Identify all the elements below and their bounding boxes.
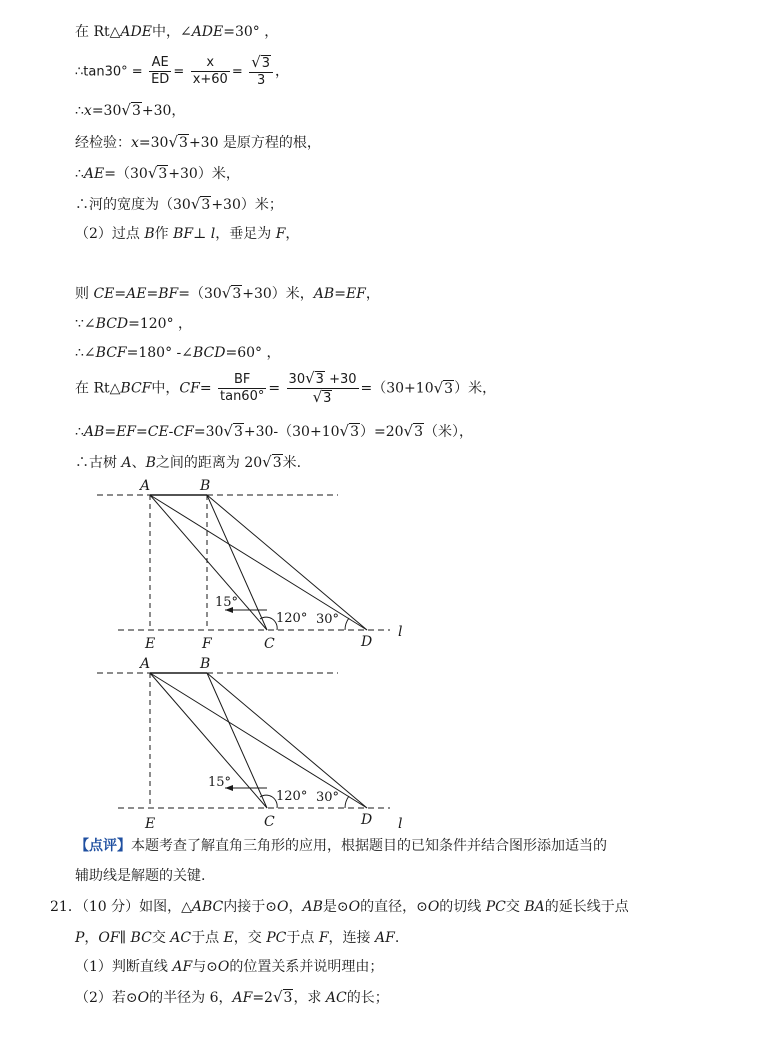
text: 经检验： [75, 135, 131, 151]
comment-text: 辅助线是解题的关键. [75, 868, 206, 884]
sqrt: √3 [312, 388, 332, 406]
radicand: 3 [350, 424, 359, 440]
denominator: 3 [256, 73, 266, 88]
text: ， [275, 63, 290, 80]
sqrt: √3 [147, 164, 168, 182]
text: 的延长线于点 [544, 899, 629, 915]
solution-line-2 [75, 54, 289, 89]
math-var: A [121, 455, 132, 471]
text: =180° -∠ [126, 345, 193, 361]
text: =30 [138, 135, 169, 151]
text: =（30+10 [360, 380, 434, 397]
label-angle-15: 15° [215, 595, 239, 610]
math-var: AF [172, 959, 193, 975]
sqrt: √3 [433, 378, 454, 397]
text: 中，∠ [151, 24, 192, 40]
sqrt: √3 [251, 53, 271, 71]
math-var: F [275, 226, 286, 242]
math-var: OF [98, 930, 120, 946]
text: ∵∠ [75, 316, 96, 332]
label-b: B [200, 656, 211, 672]
fraction-root3-3 [249, 54, 273, 89]
sqrt: √3 [121, 101, 141, 119]
radicand: 3 [158, 166, 168, 182]
text: = [268, 380, 281, 397]
math-var: CE [93, 286, 115, 302]
radicand: 3 [272, 455, 282, 471]
text: 则 [75, 286, 94, 302]
text: +30， [141, 103, 186, 119]
text: ∴ [75, 424, 84, 440]
radicand: 3 [261, 56, 271, 71]
label-angle-30: 30° [316, 612, 340, 627]
sqrt: √3 [168, 133, 188, 151]
text: （1）判断直线 [75, 959, 173, 975]
solution-line-8 [75, 283, 380, 304]
math-var: AB [83, 424, 105, 440]
sqrt: √3 [339, 422, 359, 440]
text: 米. [282, 455, 302, 471]
math-var: BCD [95, 316, 129, 332]
text: 是⊙ [322, 899, 349, 915]
math-var: BCF [95, 345, 127, 361]
math-var: BCF [120, 380, 152, 397]
math-var: PC [266, 930, 287, 946]
text: ，交 [233, 930, 267, 946]
sqrt: √3 [272, 988, 293, 1006]
text: （2）过点 [75, 226, 145, 242]
math-var: ADE [120, 24, 152, 40]
label-angle-120: 120° [276, 611, 308, 626]
text: +30）米， [242, 286, 314, 302]
math-var: l [210, 226, 216, 242]
math-var: AC [325, 990, 347, 1006]
math-var: CE [147, 424, 169, 440]
text: ， [285, 226, 300, 242]
text: 21．（10 分）如图，△ [50, 899, 192, 915]
text: 、 [131, 455, 146, 471]
text: 30 [288, 372, 306, 387]
text: . [394, 930, 400, 946]
math-var: AF [232, 990, 253, 1006]
text: =120° ， [128, 316, 193, 332]
math-var: ADE [191, 24, 224, 40]
label-angle-30: 30° [316, 790, 340, 805]
text: = [146, 286, 159, 302]
text: ， [365, 286, 380, 302]
text: - [168, 424, 174, 440]
math-var: AE [126, 286, 147, 302]
comment-line-2 [75, 866, 205, 886]
text: 于点 [191, 930, 224, 946]
text: ∴ [75, 166, 84, 182]
math-var: AC [170, 930, 192, 946]
solution-line-4 [75, 132, 321, 153]
solution-line-11 [75, 370, 496, 407]
math-var: AE [83, 166, 105, 182]
math-var: O [427, 899, 440, 915]
text: +30 是原方程的根， [188, 135, 321, 151]
sqrt: √3 [223, 422, 243, 440]
math-var: EF [345, 286, 366, 302]
text: =30 [91, 103, 122, 119]
math-var: F [318, 930, 329, 946]
math-var: ABC [191, 899, 224, 915]
solution-line-10 [75, 343, 280, 363]
math-var: BC [130, 930, 152, 946]
radicand: 3 [232, 286, 242, 302]
math-var: CF [173, 424, 194, 440]
fraction-ae-ed [149, 55, 171, 88]
text: 的长； [346, 990, 389, 1006]
text: 与⊙ [192, 959, 218, 975]
text: ， [84, 930, 99, 946]
solution-line-12 [75, 421, 473, 442]
text: 于点 [286, 930, 319, 946]
math-var: O [217, 959, 230, 975]
q21-line-4 [75, 987, 389, 1008]
figure-2 [0, 648, 783, 838]
radicand: 3 [179, 135, 188, 151]
sqrt: √3 [403, 422, 424, 440]
text: ，连接 [328, 930, 375, 946]
radicand: 3 [414, 424, 424, 440]
numerator: BF [218, 372, 266, 389]
text: = [231, 64, 243, 80]
text: = [114, 286, 127, 302]
math-var: PC [485, 899, 506, 915]
text: ∴ [75, 103, 84, 119]
numerator [287, 370, 359, 389]
text: 交 [151, 930, 171, 946]
fraction-bf-tan60 [218, 372, 266, 405]
solution-line-3 [75, 100, 185, 121]
radicand: 3 [283, 990, 293, 1006]
figure-1 [0, 470, 783, 660]
text: 在 Rt△ [75, 24, 121, 40]
math-var: x [131, 135, 139, 151]
text: 中， [151, 380, 180, 397]
denominator: tan60° [220, 389, 265, 404]
label-c: C [264, 636, 275, 652]
sqrt: √3 [190, 195, 211, 213]
math-var: B [145, 455, 156, 471]
sqrt: √3 [305, 369, 324, 387]
math-var: O [276, 899, 289, 915]
label-e: E [145, 636, 156, 652]
text: =30° ， [223, 24, 279, 40]
math-var: BF [173, 226, 194, 242]
text: 在 Rt△ [75, 380, 121, 397]
q21-line-3 [75, 957, 383, 977]
text: 内接于⊙ [223, 899, 277, 915]
text: = [199, 380, 212, 397]
angle-arc-30 [345, 618, 349, 630]
solution-line-6 [75, 194, 283, 215]
label-l: l [398, 816, 403, 832]
text: ）=20 [360, 424, 404, 440]
q21-line-2 [75, 928, 399, 948]
text: ∴tan30° = [75, 64, 143, 80]
text: +30 [324, 372, 357, 387]
text: ∴河的宽度为（30 [75, 197, 191, 213]
text: 作 [154, 226, 174, 242]
text: 的切线 [439, 899, 486, 915]
text: +30-（30+10 [243, 424, 340, 440]
fraction-x [191, 55, 230, 88]
text: ⊥ [193, 226, 211, 242]
math-var: B [144, 226, 155, 242]
math-var: BA [524, 899, 545, 915]
angle-arc-30 [345, 796, 349, 808]
solution-line-9 [75, 314, 192, 334]
radicand: 3 [315, 372, 324, 387]
comment-line-1 [75, 836, 607, 856]
label-a: A [140, 478, 151, 494]
math-var: BF [158, 286, 179, 302]
label-angle-15: 15° [208, 775, 232, 790]
math-var: AF [375, 930, 395, 946]
text: =（30 [178, 286, 222, 302]
math-var: AB [302, 899, 323, 915]
label-e: E [145, 816, 156, 832]
label-f: F [202, 636, 212, 652]
text: 的位置关系并说明理由； [229, 959, 384, 975]
text: =30 [193, 424, 224, 440]
text: =60° ， [225, 345, 281, 361]
text: = [173, 64, 185, 80]
text: ∴古树 [75, 455, 122, 471]
comment-tag: 【点评】 [75, 838, 131, 854]
radicand: 3 [444, 380, 454, 397]
label-l: l [398, 624, 403, 640]
numerator: x [191, 55, 230, 72]
radicand: 3 [233, 424, 243, 440]
math-var: CF [179, 380, 200, 397]
text: ，垂足为 [215, 226, 276, 242]
text: （2）若⊙ [75, 990, 138, 1006]
text: = [136, 424, 148, 440]
sqrt: √3 [221, 284, 242, 302]
text: +30）米； [211, 197, 283, 213]
solution-line-7 [75, 224, 299, 244]
label-d: D [361, 634, 373, 650]
radicand: 3 [131, 103, 141, 119]
text: = [334, 286, 346, 302]
text: =（30 [104, 166, 148, 182]
text: ，求 [293, 990, 326, 1006]
radicand: 3 [323, 391, 332, 406]
math-var: O [348, 899, 361, 915]
math-var: x [83, 103, 92, 119]
text: = [104, 424, 117, 440]
q21-line-1 [50, 897, 629, 917]
math-var: EF [116, 424, 136, 440]
math-var: O [137, 990, 150, 1006]
math-var: AB [313, 286, 335, 302]
solution-line-5 [75, 163, 240, 184]
label-a: A [140, 656, 151, 672]
text: 之间的距离为 20 [155, 455, 263, 471]
text: 的半径为 6， [149, 990, 233, 1006]
label-b: B [200, 478, 211, 494]
label-angle-120: 120° [276, 789, 308, 804]
text: （米）， [424, 424, 474, 440]
denominator: x+60 [192, 72, 228, 87]
comment-text: 本题考查了解直角三角形的应用，根据题目的已知条件并结合图形添加适当的 [131, 838, 607, 854]
radicand: 3 [201, 197, 211, 213]
label-d: D [361, 812, 373, 828]
math-var: P [75, 930, 85, 946]
denominator: ED [151, 72, 170, 87]
fraction-rationalize [287, 370, 359, 407]
solution-line-1 [75, 22, 278, 42]
text: 交 [505, 899, 525, 915]
text: ∥ [119, 930, 131, 946]
text: 的直径，⊙ [360, 899, 428, 915]
text: +30）米， [168, 166, 240, 182]
numerator: AE [149, 55, 171, 72]
text: ， [288, 899, 303, 915]
denominator [287, 389, 359, 407]
label-c: C [264, 814, 275, 830]
math-var: BCD [193, 345, 226, 361]
math-var: E [223, 930, 234, 946]
sqrt: √3 [262, 453, 282, 471]
text: =2 [252, 990, 273, 1006]
text: ∴∠ [75, 345, 96, 361]
numerator [249, 54, 273, 73]
text: ）米， [454, 380, 497, 397]
